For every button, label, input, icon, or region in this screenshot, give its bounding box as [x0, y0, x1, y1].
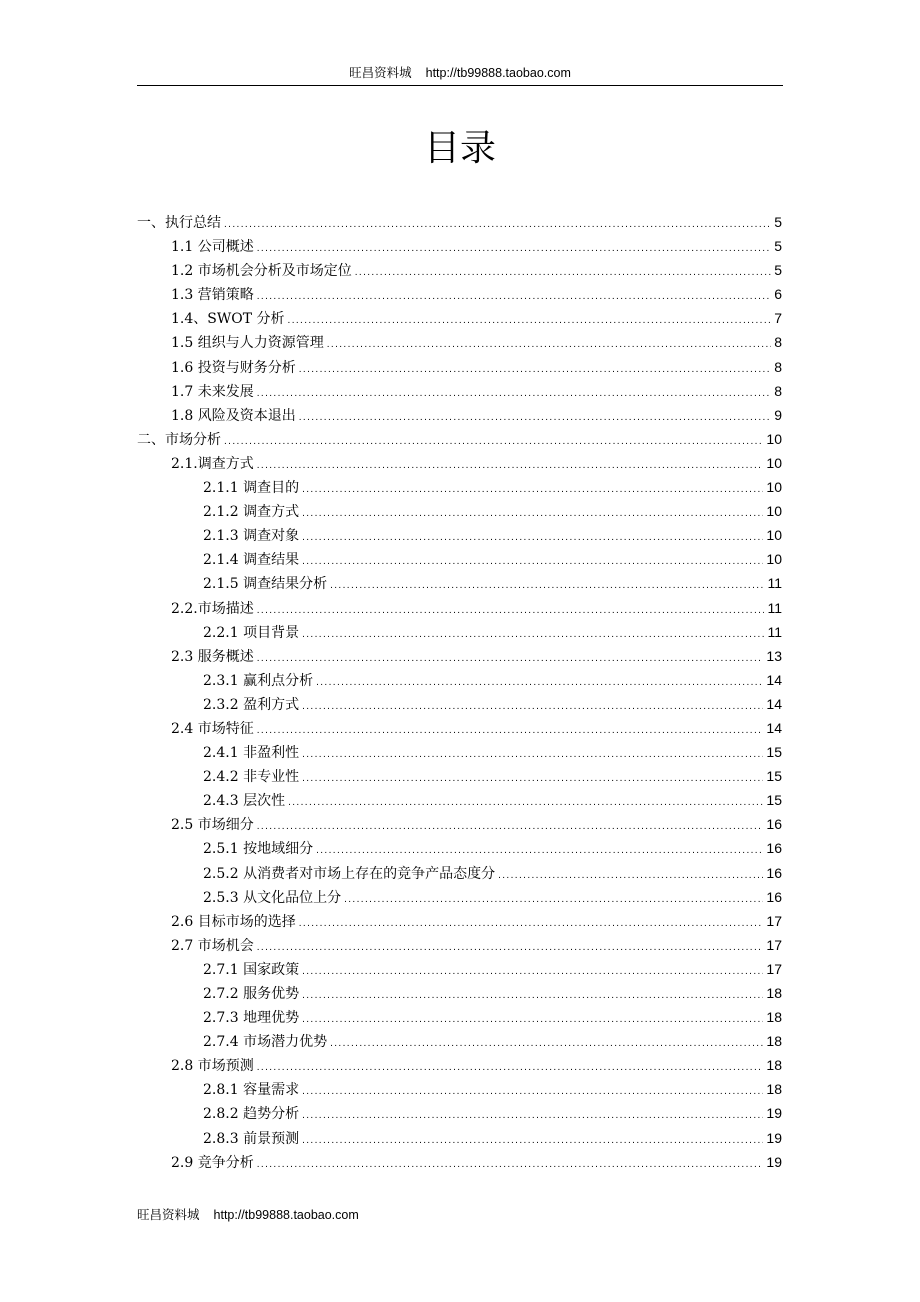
toc-entry-label: 2.1.调查方式	[171, 455, 254, 472]
toc-entry[interactable]	[137, 981, 782, 1005]
toc-dot-leader	[288, 309, 772, 333]
toc-entry-page-number: 16	[766, 840, 782, 857]
toc-entry-label: 1.2 市场机会分析及市场定位	[171, 263, 352, 280]
toc-entry-page-number: 14	[766, 671, 782, 688]
toc-entry-page-number: 19	[766, 1153, 782, 1170]
toc-entry-label: 2.6 目标市场的选择	[171, 913, 296, 930]
toc-entry[interactable]	[137, 861, 782, 885]
toc-dot-leader	[257, 382, 771, 406]
toc-entry-page-number: 17	[766, 912, 782, 929]
header-rule	[137, 85, 783, 86]
toc-entry[interactable]	[137, 379, 782, 403]
toc-dot-leader	[257, 936, 764, 960]
toc-entry-page-number: 8	[774, 358, 782, 375]
toc-entry-label: 1.4、SWOT 分析	[171, 311, 285, 328]
toc-entry-label: 2.2.市场描述	[171, 600, 254, 617]
toc-dot-leader	[344, 888, 763, 912]
toc-entry-page-number: 10	[766, 454, 782, 471]
toc-dot-leader	[302, 550, 763, 574]
toc-entry[interactable]	[137, 571, 782, 595]
toc-entry-label: 2.4.2 非专业性	[203, 769, 300, 786]
toc-entry[interactable]	[137, 668, 782, 692]
toc-entry-page-number: 11	[767, 575, 782, 592]
toc-entry[interactable]	[137, 812, 782, 836]
toc-dot-leader	[224, 430, 763, 454]
toc-entry-page-number: 16	[766, 888, 782, 905]
toc-entry-page-number: 8	[774, 382, 782, 399]
toc-entry[interactable]	[137, 258, 782, 282]
toc-entry-label: 2.1.2 调查方式	[203, 504, 300, 521]
toc-dot-leader	[355, 261, 771, 285]
toc-dot-leader	[257, 1056, 764, 1080]
toc-entry-page-number: 16	[766, 864, 782, 881]
toc-dot-leader	[302, 1129, 763, 1153]
toc-entry-label: 2.7.2 服务优势	[203, 986, 300, 1002]
toc-entry-label: 2.1.5 调查结果分析	[203, 576, 328, 593]
toc-entry[interactable]	[137, 475, 782, 499]
toc-dot-leader	[330, 1032, 763, 1056]
toc-entry[interactable]	[137, 451, 782, 475]
toc-dot-leader	[257, 647, 764, 671]
toc-entry-page-number: 18	[766, 1057, 782, 1074]
toc-entry-label: 2.5.1 按地域细分	[203, 841, 314, 858]
toc-entry-label: 2.1.4 调查结果	[203, 552, 300, 569]
toc-dot-leader	[327, 333, 771, 357]
toc-entry[interactable]	[137, 403, 782, 427]
toc-dot-leader	[316, 839, 763, 863]
toc-entry-label: 2.2.1 项目背景	[203, 624, 300, 641]
toc-entry[interactable]	[137, 330, 782, 354]
toc-dot-leader	[302, 526, 763, 550]
toc-entry-page-number: 18	[766, 985, 782, 1001]
toc-dot-leader	[302, 1080, 763, 1104]
toc-entry[interactable]	[137, 234, 782, 258]
toc-entry-page-number: 15	[766, 792, 782, 809]
toc-entry-label: 2.8 市场预测	[171, 1058, 254, 1075]
toc-dot-leader	[257, 815, 764, 839]
toc-entry-page-number: 9	[774, 406, 782, 423]
toc-entry[interactable]	[137, 547, 782, 571]
toc-entry[interactable]	[137, 1005, 782, 1029]
toc-entry-page-number: 10	[766, 479, 782, 496]
toc-dot-leader	[302, 984, 763, 1008]
footer-url[interactable]: http://tb99888.taobao.com	[213, 1208, 359, 1222]
toc-dot-leader	[299, 406, 771, 430]
toc-dot-leader	[288, 791, 763, 815]
toc-entry-page-number: 10	[766, 551, 782, 568]
toc-entry-label: 2.3.2 盈利方式	[203, 696, 300, 713]
toc-entry-label: 2.7.4 市场潜力优势	[203, 1034, 328, 1051]
toc-entry[interactable]	[137, 933, 782, 957]
footer-company: 旺昌资料城	[137, 1207, 200, 1222]
toc-dot-leader	[302, 502, 763, 526]
toc-entry-page-number: 15	[766, 744, 782, 761]
toc-entry[interactable]	[137, 1077, 782, 1101]
toc-entry[interactable]	[137, 1053, 782, 1077]
toc-entry-page-number: 10	[766, 527, 782, 544]
toc-dot-leader	[257, 719, 764, 743]
toc-entry[interactable]	[137, 1126, 782, 1150]
toc-dot-leader	[257, 1153, 764, 1177]
toc-entry-label: 2.7.3 地理优势	[203, 1010, 300, 1027]
table-of-contents	[137, 210, 782, 1174]
toc-dot-leader	[330, 574, 764, 598]
header-company: 旺昌资料城	[349, 65, 412, 80]
toc-entry-label: 2.3 服务概述	[171, 648, 254, 665]
toc-entry-label: 2.4 市场特征	[171, 720, 254, 737]
toc-dot-leader	[257, 237, 771, 261]
toc-entry[interactable]	[137, 957, 782, 981]
toc-dot-leader	[224, 213, 771, 237]
toc-entry-page-number: 10	[766, 503, 782, 520]
header-url[interactable]: http://tb99888.taobao.com	[425, 66, 571, 80]
toc-entry-page-number: 17	[766, 960, 782, 977]
toc-entry[interactable]	[137, 716, 782, 740]
toc-dot-leader	[302, 767, 763, 791]
page-header	[137, 64, 783, 82]
toc-entry-label: 一、执行总结	[137, 215, 221, 231]
toc-entry[interactable]	[137, 1150, 782, 1174]
toc-entry-page-number: 19	[766, 1105, 782, 1122]
toc-dot-leader	[498, 864, 763, 888]
toc-entry[interactable]	[137, 764, 782, 788]
toc-entry-label: 二、市场分析	[137, 431, 221, 448]
toc-entry-page-number: 17	[766, 936, 782, 953]
toc-entry[interactable]	[137, 836, 782, 860]
toc-entry-page-number: 5	[774, 238, 782, 255]
toc-entry-page-number: 14	[766, 719, 782, 736]
toc-entry[interactable]	[137, 788, 782, 812]
toc-entry-page-number: 18	[766, 1081, 782, 1098]
toc-dot-leader	[302, 695, 763, 719]
toc-entry[interactable]	[137, 692, 782, 716]
toc-entry[interactable]	[137, 210, 782, 234]
toc-entry[interactable]	[137, 740, 782, 764]
toc-entry-page-number: 5	[774, 262, 782, 279]
toc-entry-label: 2.4.1 非盈利性	[203, 745, 300, 762]
toc-entry[interactable]	[137, 644, 782, 668]
toc-entry-label: 2.5.3 从文化品位上分	[203, 889, 342, 906]
toc-entry[interactable]	[137, 909, 782, 933]
toc-entry[interactable]	[137, 355, 782, 379]
toc-entry-label: 2.1.1 调查目的	[203, 480, 300, 497]
toc-entry[interactable]	[137, 427, 782, 451]
toc-entry-label: 2.7 市场机会	[171, 937, 254, 954]
toc-dot-leader	[257, 454, 764, 478]
toc-entry-page-number: 14	[766, 695, 782, 712]
toc-entry-label: 1.1 公司概述	[171, 239, 254, 256]
toc-entry-page-number: 11	[767, 623, 782, 640]
toc-entry[interactable]	[137, 499, 782, 523]
toc-entry-label: 2.7.1 国家政策	[203, 961, 300, 978]
toc-entry-label: 2.1.3 调查对象	[203, 528, 300, 545]
toc-dot-leader	[257, 599, 765, 623]
toc-dot-leader	[299, 358, 771, 382]
toc-dot-leader	[302, 960, 763, 984]
toc-entry-label: 2.8.2 趋势分析	[203, 1106, 300, 1123]
toc-entry[interactable]	[137, 282, 782, 306]
toc-dot-leader	[299, 912, 764, 936]
page-footer	[137, 1206, 359, 1224]
toc-entry-page-number: 18	[766, 1009, 782, 1026]
toc-entry-label: 2.5.2 从消费者对市场上存在的竞争产品态度分	[203, 865, 496, 882]
toc-entry-label: 2.9 竞争分析	[171, 1154, 254, 1171]
toc-dot-leader	[302, 743, 763, 767]
toc-entry[interactable]	[137, 306, 782, 330]
toc-entry-label: 1.6 投资与财务分析	[171, 359, 296, 376]
toc-entry-label: 1.5 组织与人力资源管理	[171, 335, 324, 352]
toc-dot-leader	[302, 478, 763, 502]
toc-entry[interactable]	[137, 1029, 782, 1053]
toc-dot-leader	[302, 623, 764, 647]
page-title: 目录	[423, 128, 496, 169]
toc-entry-page-number: 8	[774, 334, 782, 351]
toc-entry-page-number: 15	[766, 768, 782, 785]
toc-entry-label: 1.3 营销策略	[171, 287, 254, 304]
toc-entry-page-number: 19	[766, 1129, 782, 1146]
toc-dot-leader	[316, 671, 763, 695]
toc-entry-label: 2.4.3 层次性	[203, 793, 286, 810]
toc-entry-label: 1.8 风险及资本退出	[171, 407, 296, 424]
toc-entry[interactable]	[137, 885, 782, 909]
toc-entry[interactable]	[137, 620, 782, 644]
toc-entry-label: 2.8.3 前景预测	[203, 1130, 300, 1147]
toc-entry-page-number: 5	[774, 214, 782, 230]
toc-entry-page-number: 13	[766, 647, 782, 664]
toc-entry-label: 2.5 市场细分	[171, 817, 254, 834]
toc-entry[interactable]	[137, 1101, 782, 1125]
toc-entry-page-number: 18	[766, 1033, 782, 1050]
toc-dot-leader	[302, 1008, 763, 1032]
toc-dot-leader	[257, 285, 771, 309]
toc-entry-page-number: 11	[767, 599, 782, 616]
toc-entry[interactable]	[137, 596, 782, 620]
toc-entry-page-number: 7	[774, 310, 782, 327]
toc-entry-page-number: 16	[766, 816, 782, 833]
toc-entry-page-number: 10	[766, 430, 782, 447]
toc-entry-label: 2.3.1 赢利点分析	[203, 672, 314, 689]
toc-dot-leader	[302, 1104, 763, 1128]
toc-entry-label: 1.7 未来发展	[171, 383, 254, 400]
toc-entry-label: 2.8.1 容量需求	[203, 1082, 300, 1099]
toc-entry[interactable]	[137, 523, 782, 547]
toc-entry-page-number: 6	[774, 286, 782, 303]
